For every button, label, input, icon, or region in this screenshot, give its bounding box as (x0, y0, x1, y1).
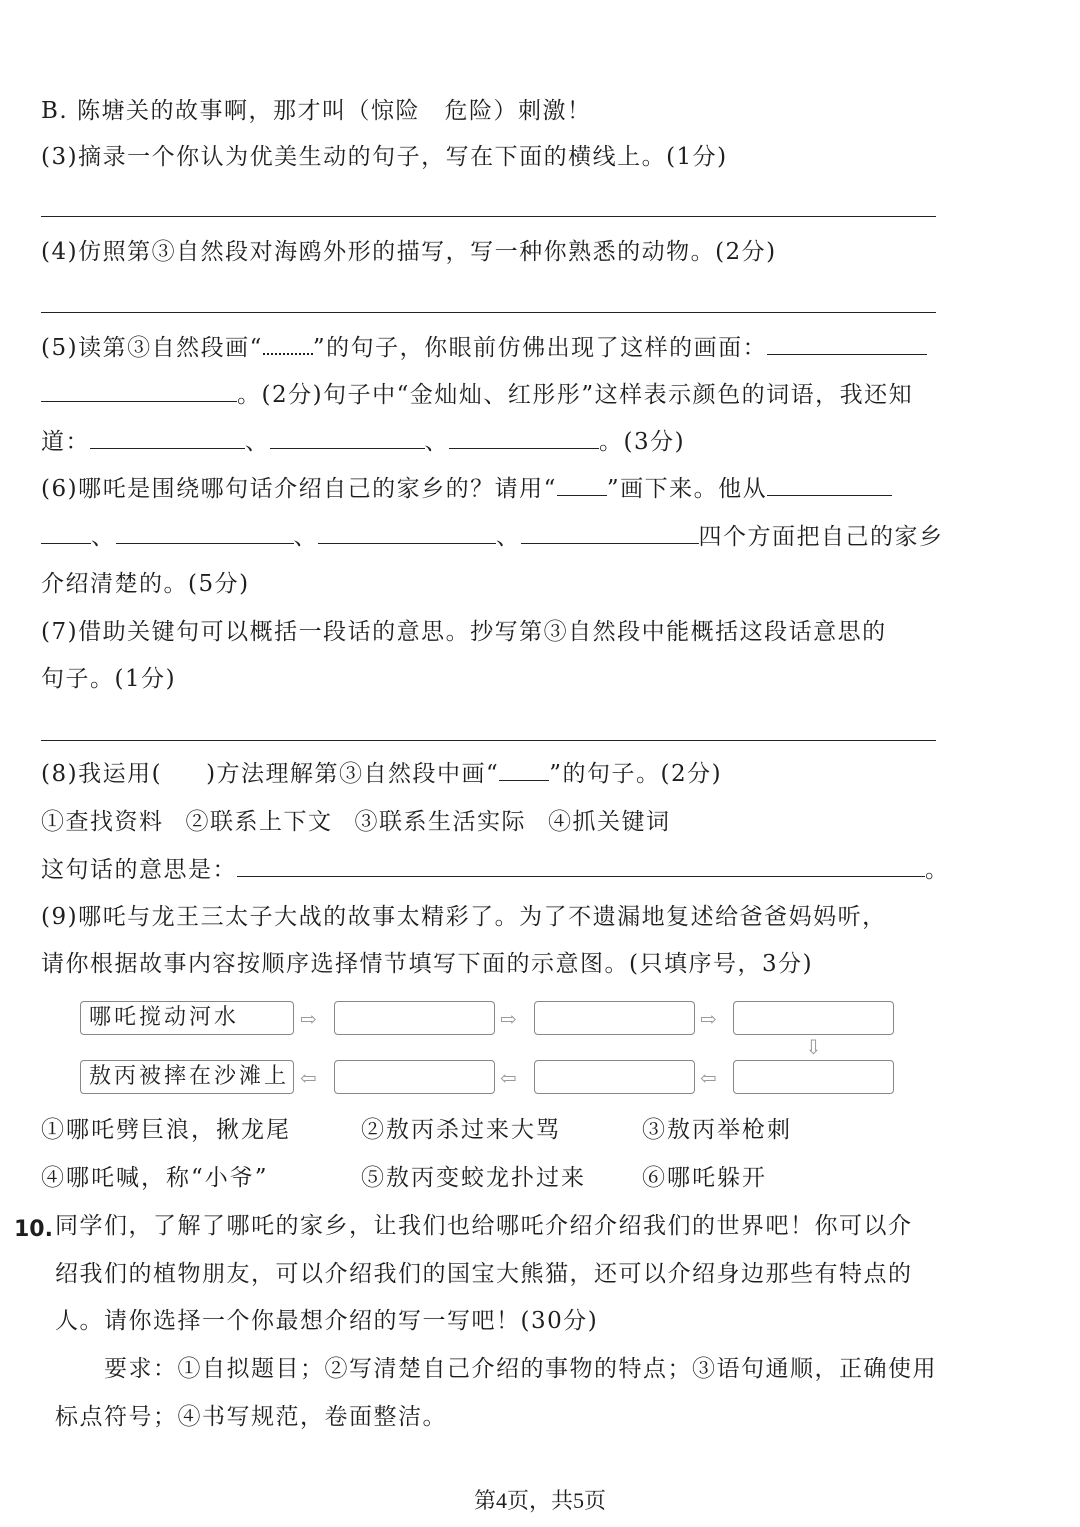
q5-text-b: ”的句子，你眼前仿佛出现了这样的画面： (312, 335, 768, 361)
diagram-blank-box-6[interactable] (334, 1060, 495, 1094)
page-number: 第4页，共5页 (473, 1488, 606, 1513)
diagram-blank-box-1[interactable] (334, 1001, 495, 1035)
q9-line-2: 请你根据故事内容按顺序选择情节填写下面的示意图。(只填序号，3分) (41, 951, 814, 977)
q6-line-1 (41, 472, 936, 506)
q7-line-2: 句子。(1分) (41, 666, 177, 692)
q10-line-3: 人。请你选择一个你最想介绍的写一写吧！(30分) (55, 1308, 599, 1334)
q5-line-1 (41, 331, 936, 365)
arrow-right-icon: ⇨ (500, 1007, 517, 1031)
q6-text-b: ”画下来。他从 (606, 476, 768, 502)
q5-blank-color-1[interactable] (90, 426, 245, 449)
q8-line-1 (41, 757, 936, 791)
q6-text-c2: 、 (293, 524, 318, 550)
q6-blank-1[interactable] (767, 473, 892, 496)
q8-meaning-line (41, 853, 950, 887)
diagram-blank-box-3[interactable] (733, 1001, 894, 1035)
q6-text-c3: 、 (496, 524, 521, 550)
q8-text-b: )方法理解第③自然段中画“ (206, 761, 500, 787)
q8-meaning-blank[interactable] (237, 854, 925, 877)
q8-meaning-end: 。 (925, 857, 950, 883)
arrow-left-icon: ⇦ (700, 1066, 717, 1090)
q-b-line: B. 陈塘关的故事啊，那才叫（惊险 危险）刺激！ (41, 98, 592, 124)
wavy-underline-mark (263, 339, 313, 355)
q5-text-d2: 、 (245, 429, 270, 455)
q10-requirements-1: 要求：①自拟题目；②写清楚自己介绍的事物的特点；③语句通顺，正确使用 (104, 1356, 937, 1382)
arrow-down-icon: ⇩ (805, 1035, 822, 1059)
q8-text-a: (8)我运用( (41, 761, 163, 787)
diagram-end-box: 敖丙被摔在沙滩上 (80, 1060, 294, 1094)
q3-answer-line[interactable] (41, 216, 936, 217)
q5-blank-color-3[interactable] (449, 426, 599, 449)
diagram-start-box: 哪吒搅动河水 (80, 1001, 294, 1035)
q5-blank-scene-1[interactable] (767, 332, 927, 355)
q5-blank-scene-2[interactable] (41, 379, 237, 402)
q8-option-3: ③联系生活实际 (354, 809, 526, 835)
underline-mark (557, 473, 607, 496)
q4-prompt: (4)仿照第③自然段对海鸥外形的描写，写一种你熟悉的动物。(2分) (41, 239, 777, 265)
q3-prompt: (3)摘录一个你认为优美生动的句子，写在下面的横线上。(1分) (41, 144, 728, 170)
q5-text-d4: 。(3分) (599, 429, 686, 455)
diagram-blank-box-2[interactable] (534, 1001, 695, 1035)
underline-mark (499, 758, 549, 781)
q6-line-3: 介绍清楚的。(5分) (41, 571, 250, 597)
arrow-left-icon: ⇦ (500, 1066, 517, 1090)
q9-option-6: ⑥哪吒躲开 (642, 1165, 767, 1191)
q6-blank-2[interactable] (116, 521, 294, 544)
q5-blank-color-2[interactable] (270, 426, 425, 449)
diagram-blank-box-5[interactable] (534, 1060, 695, 1094)
q9-option-1: ①哪吒劈巨浪，揪龙尾 (41, 1117, 291, 1143)
q9-option-4: ④哪吒喊，称“小爷” (41, 1165, 269, 1191)
q7-answer-line[interactable] (41, 740, 936, 741)
arrow-right-icon: ⇨ (700, 1007, 717, 1031)
q8-option-4: ④抓关键词 (548, 809, 671, 835)
q5-line-3 (41, 425, 936, 459)
q5-line-2 (41, 378, 936, 412)
q8-text-c: ”的句子。(2分) (549, 761, 723, 787)
q5-text-c: 。(2分)句子中“金灿灿、红彤彤”这样表示颜色的词语，我还知 (237, 382, 914, 408)
q9-option-3: ③敖丙举枪刺 (642, 1117, 792, 1143)
q9-line-1: (9)哪吒与龙王三太子大战的故事太精彩了。为了不遗漏地复述给爸爸妈妈听， (41, 904, 887, 930)
q5-text-a: (5)读第③自然段画“ (41, 335, 263, 361)
q6-text-c1: 、 (91, 524, 116, 550)
q6-text-a: (6)哪吒是围绕哪句话介绍自己的家乡的？请用“ (41, 476, 557, 502)
q8-meaning-label: 这句话的意思是： (41, 857, 237, 883)
q6-blank-1b[interactable] (41, 521, 91, 544)
diagram-blank-box-4[interactable] (733, 1060, 894, 1094)
q10-number: 10. (14, 1217, 53, 1242)
arrow-left-icon: ⇦ (300, 1066, 317, 1090)
q10-requirements-2: 标点符号；④书写规范，卷面整洁。 (55, 1404, 447, 1430)
q6-blank-3[interactable] (318, 521, 496, 544)
q6-line-2 (41, 520, 944, 554)
q6-blank-4[interactable] (521, 521, 699, 544)
arrow-right-icon: ⇨ (300, 1007, 317, 1031)
q9-option-5: ⑤敖丙变蛟龙扑过来 (361, 1165, 586, 1191)
q8-option-1: ①查找资料 (41, 809, 164, 835)
q5-text-d1: 道： (41, 429, 90, 455)
q5-text-d3: 、 (424, 429, 449, 455)
q4-answer-line[interactable] (41, 312, 936, 313)
q6-text-c4: 四个方面把自己的家乡 (698, 524, 944, 550)
q8-option-2: ②联系上下文 (185, 809, 333, 835)
q7-line-1: (7)借助关键句可以概括一段话的意思。抄写第③自然段中能概括这段话意思的 (41, 619, 887, 645)
q10-line-1: 同学们，了解了哪吒的家乡，让我们也给哪吒介绍介绍我们的世界吧！你可以介 (55, 1213, 913, 1239)
q8-options (41, 805, 936, 839)
q9-option-2: ②敖丙杀过来大骂 (361, 1117, 561, 1143)
q10-line-2: 绍我们的植物朋友，可以介绍我们的国宝大熊猫，还可以介绍身边那些有特点的 (55, 1261, 913, 1287)
